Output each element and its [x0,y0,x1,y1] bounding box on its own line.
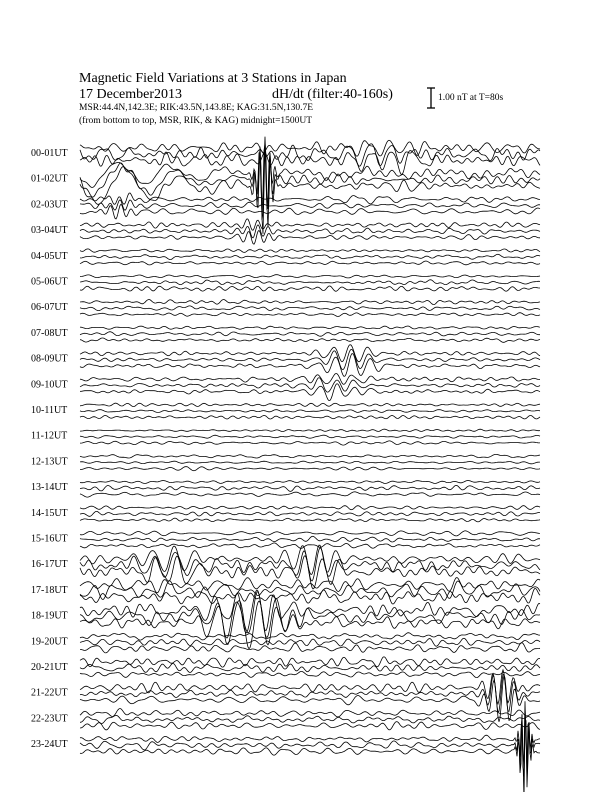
trace-msr-15-16ut [80,543,540,549]
trace-msr-19-20ut [80,643,540,653]
hour-label: 04-05UT [31,250,68,262]
hour-label: 16-17UT [31,559,68,571]
trace-rik-22-23ut [80,715,540,723]
trace-msr-20-21ut [80,672,540,678]
trace-kag-20-21ut [80,657,540,667]
hour-label: 14-15UT [31,507,68,519]
trace-kag-03-04ut [80,219,540,231]
trace-msr-05-06ut [80,286,540,291]
trace-rik-06-07ut [80,306,540,311]
hour-label: 19-20UT [31,636,68,648]
trace-rik-20-21ut [80,663,540,672]
trace-msr-14-15ut [80,518,540,522]
trace-msr-04-05ut [80,261,540,265]
trace-rik-16-17ut [80,548,540,581]
trace-rik-07-08ut [80,332,540,337]
hour-label: 06-07UT [31,302,68,314]
hour-label: 22-23UT [31,713,68,725]
trace-msr-12-13ut [80,467,540,471]
trace-msr-10-11ut [80,415,540,419]
trace-msr-07-08ut [80,338,540,342]
trace-msr-02-03ut [80,204,540,219]
trace-msr-08-09ut [80,354,540,377]
trace-msr-06-07ut [80,313,540,317]
trace-rik-09-10ut [80,378,540,392]
trace-rik-00-01ut [80,144,540,166]
hour-label: 15-16UT [31,533,68,545]
trace-kag-12-13ut [80,454,540,458]
hour-label: 20-21UT [31,662,68,673]
trace-kag-10-11ut [80,403,540,406]
trace-msr-17-18ut [80,588,540,604]
trace-rik-18-19ut [80,592,540,638]
hour-label: 02-03UT [31,199,68,211]
hour-label: 09-10UT [31,379,68,391]
trace-msr-11-12ut [80,441,540,445]
filter-label: dH/dt (filter:40-160s) [272,87,393,102]
hour-label: 11-12UT [31,430,68,442]
trace-kag-15-16ut [80,531,540,536]
trace-kag-07-08ut [80,326,540,329]
trace-kag-11-12ut [80,429,540,431]
hour-label: 01-02UT [31,173,68,185]
trace-kag-09-10ut [80,374,540,385]
hour-label: 21-22UT [31,687,68,699]
trace-kag-19-20ut [80,633,540,640]
hour-label: 07-08UT [31,327,68,339]
trace-rik-13-14ut [80,485,540,491]
hour-label: 23-24UT [31,739,68,751]
trace-kag-23-24ut [80,701,540,768]
trace-kag-05-06ut [80,275,540,278]
trace-rik-05-06ut [80,280,540,285]
trace-kag-22-23ut [80,709,540,717]
trace-rik-11-12ut [80,435,540,438]
chart-date: 17 December2013 [79,87,183,102]
trace-kag-13-14ut [80,481,540,484]
trace-kag-14-15ut [80,506,540,510]
trace-rik-21-22ut [80,674,540,712]
hour-label: 08-09UT [31,353,68,365]
trace-msr-22-23ut [80,722,540,730]
trace-rik-04-05ut [80,254,540,259]
chart-title: Magnetic Field Variations at 3 Stations in Japan [79,71,347,86]
trace-rik-02-03ut [80,200,540,211]
trace-rik-14-15ut [80,511,540,516]
scale-bar-label: 1.00 nT at T=80s [438,93,504,103]
trace-msr-01-02ut [80,142,540,234]
trace-msr-13-14ut [80,492,540,497]
station-order-note: (from bottom to top, MSR, RIK, & KAG) midnight=1500UT [79,116,313,126]
hour-label: 00-01UT [31,148,68,159]
scale-bar [427,88,435,108]
hour-label: 05-06UT [31,276,68,288]
hour-label: 10-11UT [31,405,68,416]
hour-label: 13-14UT [31,482,68,494]
hour-label: 18-19UT [31,610,68,622]
trace-kag-04-05ut [80,249,540,253]
hour-label: 17-18UT [31,584,68,596]
hour-label: 03-04UT [31,225,68,237]
trace-rik-19-20ut [80,638,540,646]
station-coordinates: MSR:44.4N,142.3E; RIK:43.5N,143.8E; KAG:31.5N,130.7E [79,103,314,113]
trace-rik-10-11ut [80,410,540,413]
trace-rik-15-16ut [80,536,540,542]
trace-kag-06-07ut [80,300,540,305]
trace-rik-12-13ut [80,461,540,464]
hour-label: 12-13UT [31,456,68,468]
